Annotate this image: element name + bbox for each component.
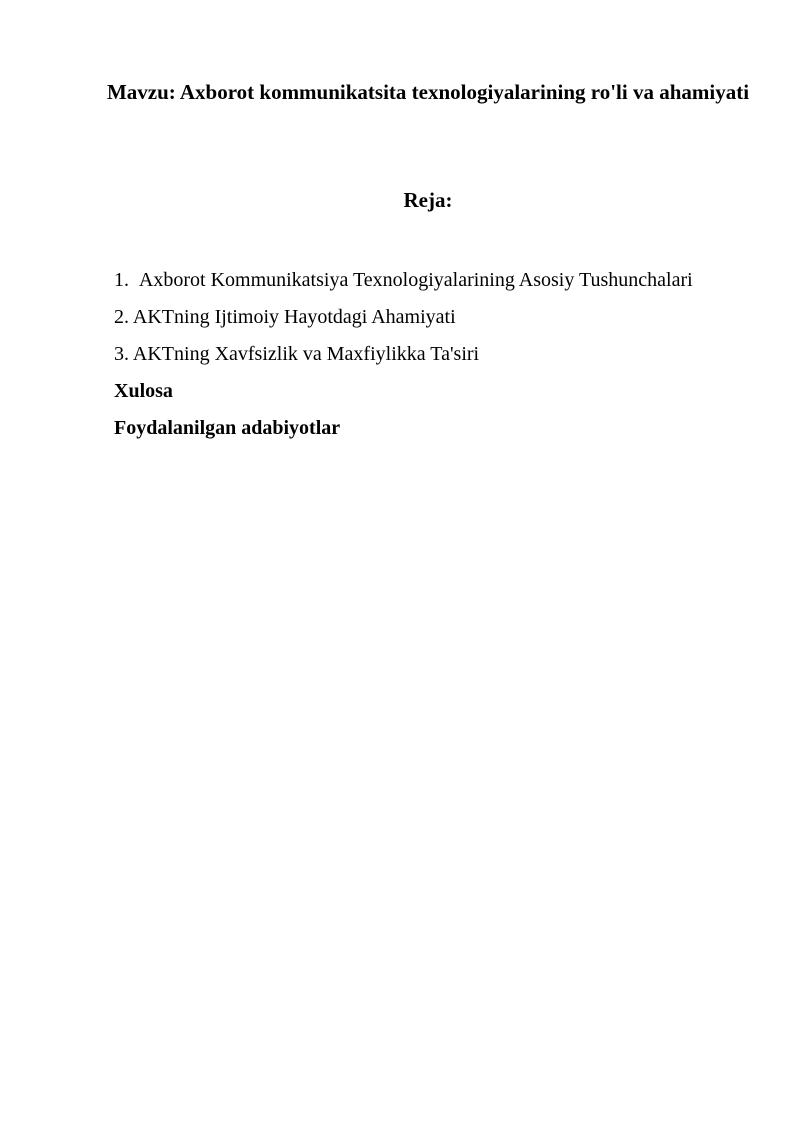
plan-item-number: 3. bbox=[114, 343, 129, 365]
plan-item bbox=[114, 262, 794, 299]
plan-item-text: AKTning Ijtimoiy Hayotdagi Ahamiyati bbox=[132, 306, 456, 328]
conclusion-item: Xulosa bbox=[114, 380, 173, 402]
references-item: Foydalanilgan adabiyotlar bbox=[114, 417, 341, 439]
plan-list bbox=[114, 262, 794, 447]
plan-item-number: 1. bbox=[114, 269, 129, 291]
plan-item-text: Axborot Kommunikatsiya Texnologiyalarining Asosiy Tushunchalari bbox=[138, 269, 693, 291]
plan-item-number: 2. bbox=[114, 306, 129, 328]
plan-item bbox=[114, 336, 794, 373]
document-title: Mavzu: Axborot kommunikatsita texnologiyalarining ro'li va ahamiyati bbox=[106, 80, 750, 104]
plan-heading: Reja: bbox=[403, 188, 453, 212]
plan-item-text: AKTning Xavfsizlik va Maxfiylikka Ta'siri bbox=[132, 343, 480, 365]
plan-item bbox=[114, 299, 794, 336]
